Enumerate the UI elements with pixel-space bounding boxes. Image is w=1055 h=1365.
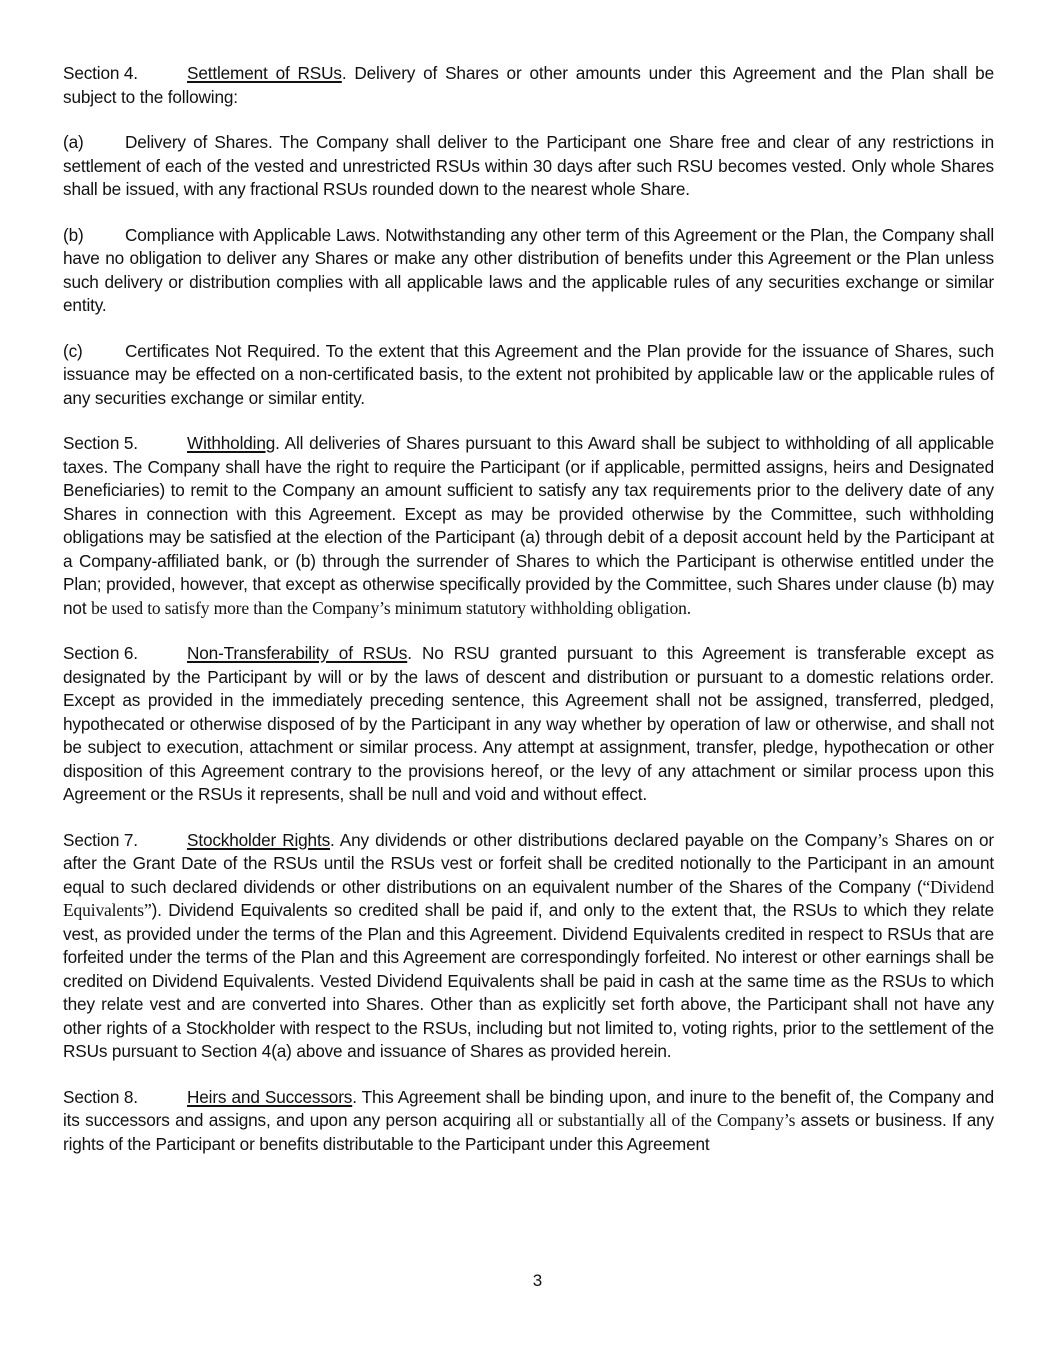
document-page: [63, 62, 994, 1178]
section-4b: [63, 224, 994, 318]
section-title: Withholding: [187, 433, 276, 453]
section-text-serif: be used to satisfy more than the Company’s minimum statutory withholding obligation.: [91, 597, 691, 618]
subsection-label: (c): [63, 340, 83, 361]
section-label: Section 5.: [63, 433, 138, 453]
section-text-serif: all or substantially all of the Company’s: [516, 1110, 796, 1130]
section-4c: [63, 340, 994, 411]
section-text: . Any dividends or other distributions declared payable on the Company: [330, 829, 877, 850]
section-text: assets or business. If any rights of the Participant or benefits distributable to the Participant under this Agreement: [63, 1110, 994, 1154]
section-4a: [63, 131, 994, 202]
section-text: . This Agreement shall be binding upon, and inure to the benefit of, the Company and its successors and assigns, and upon any person acquiring: [63, 1086, 994, 1130]
section-4: [63, 62, 994, 109]
subsection-label: (a): [63, 132, 84, 152]
section-text: . All deliveries of Shares pursuant to this Award shall be subject to withholding of all applicable taxes. The Company shall have the right to require the Participant (or if applicable, permitted assigns, heirs and Designated Beneficiaries) to remit to the Company an amount sufficient to satisfy any tax requirements prior to the delivery date of any Shares in connection with this Agreement. Except as may be provided otherwise by the Committee, such withholding obligations may be satisfied at the election of the Participant (a) through debit of a deposit account held by the Participant at a Company-affiliated bank, or (b) through the surrender of Shares to which the Participant is otherwise entitled under the Plan; provided, however, that except as otherwise specifically provided by the Committee, such Shares under clause (b) may not: [63, 433, 994, 618]
subsection-text: Certificates Not Required. To the extent that this Agreement and the Plan provide for the issuance of Shares, such issuance may be effected on a non-certificated basis, to the extent not prohibited by applicable law or the applicable rules of any securities exchange or similar entity.: [63, 340, 994, 408]
section-text: . Delivery of Shares or other amounts under this Agreement and the Plan shall be subject to the following:: [63, 63, 994, 107]
section-6: [63, 642, 994, 807]
section-label: Section 4.: [63, 63, 138, 83]
section-7: [63, 829, 994, 1064]
section-label: Section 6.: [63, 643, 138, 663]
page-number: 3: [532, 1271, 543, 1290]
section-text: . No RSU granted pursuant to this Agreement is transferable except as designated by the Participant by will or by the laws of descent and distribution or pursuant to a domestic relations order. Except as provided in the immediately preceding sentence, this Agreement shall not be assigned, transferred, pledged, hypothecated or otherwise disposed of by the Participant in any way whether by operation of law or otherwise, and shall not be subject to execution, attachment or similar process. Any attempt at assignment, transfer, pledge, hypothecation or other disposition of this Agreement contrary to the provisions hereof, or the levy of any attachment or similar process upon this Agreement or the RSUs it represents, shall be null and void and without effect.: [63, 643, 994, 804]
section-text: Shares on or after the Grant Date of the RSUs until the RSUs vest or forfeit shall be credited notionally to the Participant in an amount equal to such declared dividends or other distributions on an equivalent number of the Shares of the Company (: [63, 829, 994, 897]
subsection-label: (b): [63, 224, 84, 245]
subsection-text: Compliance with Applicable Laws. Notwithstanding any other term of this Agreement or the Plan, the Company shall have no obligation to deliver any Shares or make any other distribution of benefits under this Agreement or the Plan unless such delivery or distribution complies with all applicable laws and the applicable rules of any securities exchange or similar entity.: [63, 224, 994, 315]
section-label: Section 7.: [63, 829, 138, 850]
section-text-serif: ’s: [876, 829, 889, 850]
section-8: [63, 1086, 994, 1157]
section-title: Settlement of RSUs: [187, 63, 342, 83]
section-title: Non-Transferability of RSUs: [187, 643, 408, 663]
section-label: Section 8.: [63, 1086, 138, 1107]
section-title: Heirs and Successors: [187, 1086, 353, 1107]
subsection-text: Delivery of Shares. The Company shall deliver to the Participant one Share free and clear of any restrictions in settlement of each of the vested and unrestricted RSUs within 30 days after such RSU becomes vested. Only whole Shares shall be issued, with any fractional RSUs rounded down to the nearest whole Share.: [63, 132, 994, 199]
section-5: [63, 432, 994, 620]
defined-term: “Dividend Equivalents”: [63, 876, 994, 920]
section-text: ). Dividend Equivalents so credited shall be paid if, and only to the extent that, the RSUs to which they relate vest, as provided under the terms of the Plan and this Agreement. Dividend Equivalents credited in respect to RSUs that are forfeited under the terms of the Plan and this Agreement are correspondingly forfeited. No interest or other earnings shall be credited on Dividend Equivalents. Vested Dividend Equivalents shall be paid in cash at the same time as the RSUs to which they relate vest and are converted into Shares. Other than as explicitly set forth above, the Participant shall not have any other rights of a Stockholder with respect to the RSUs, including but not limited to, voting rights, prior to the settlement of the RSUs pursuant to Section 4(a) above and issuance of Shares as provided herein.: [63, 900, 994, 1061]
section-title: Stockholder Rights: [187, 829, 331, 850]
